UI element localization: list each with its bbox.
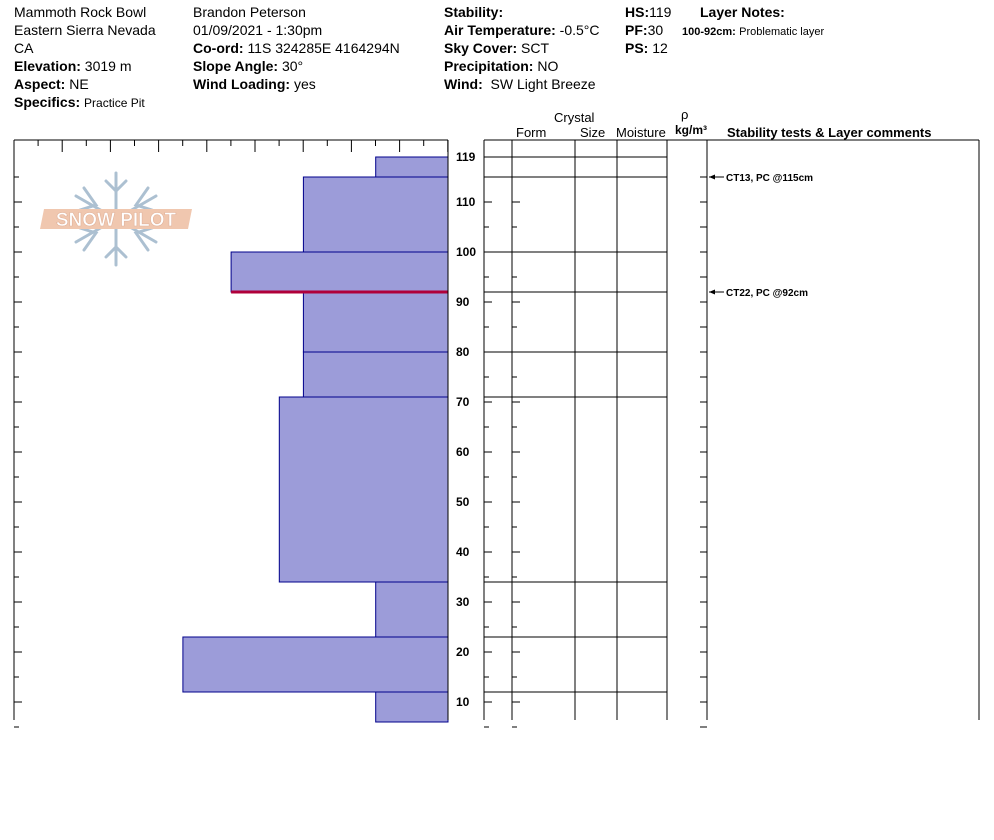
air-temp-value: -0.5°C	[559, 22, 600, 38]
wind-label: Wind:	[444, 76, 483, 92]
wind-value: SW Light Breeze	[490, 76, 596, 92]
observation-datetime: 01/09/2021 - 1:30pm	[193, 22, 323, 38]
density-symbol-header: ρ	[681, 107, 689, 122]
aspect-value: NE	[69, 76, 89, 92]
location-range: Eastern Sierra Nevada	[14, 22, 156, 38]
hs-value: 119	[649, 4, 672, 20]
sky-value: SCT	[521, 40, 550, 56]
height-tick-label-119: 119	[456, 150, 476, 164]
moisture-header: Moisture	[616, 125, 666, 140]
pf-value: 30	[647, 22, 664, 38]
stability-test-arrowhead-1	[709, 290, 715, 295]
specifics-value: Practice Pit	[84, 96, 145, 110]
layer-note-range: 100-92cm:	[682, 26, 736, 38]
hardness-bar-0	[376, 157, 448, 177]
air-temp-label: Air Temperature:	[444, 22, 556, 38]
height-tick-label-90: 90	[456, 295, 470, 309]
height-tick-label-100: 100	[456, 245, 477, 259]
elevation-label: Elevation:	[14, 58, 81, 74]
wind-loading-value: yes	[293, 76, 316, 92]
height-tick-label-40: 40	[456, 545, 470, 559]
hardness-bar-8	[376, 692, 448, 722]
layer-notes-title: Layer Notes:	[700, 4, 785, 20]
location-state: CA	[14, 40, 34, 56]
precip-value: NO	[537, 58, 559, 74]
height-tick-label-30: 30	[456, 595, 470, 609]
hardness-bar-1	[303, 177, 448, 252]
coord-value: 11S 324285E 4164294N	[247, 40, 400, 56]
height-tick-label-20: 20	[456, 645, 470, 659]
height-tick-label-60: 60	[456, 445, 470, 459]
elevation-value: 3019 m	[84, 58, 132, 74]
height-tick-label-50: 50	[456, 495, 470, 509]
layer-note-text: Problematic layer	[739, 26, 825, 38]
ps-label: PS:	[625, 40, 649, 56]
hardness-bar-4	[303, 352, 448, 397]
comments-header: Stability tests & Layer comments	[727, 125, 932, 140]
height-tick-label-10: 10	[456, 695, 470, 709]
height-tick-label-70: 70	[456, 395, 470, 409]
stability-label: Stability:	[444, 4, 504, 20]
height-tick-label-110: 110	[456, 195, 476, 209]
height-tick-label-80: 80	[456, 345, 470, 359]
logo-text: SNOW PILOT	[55, 210, 177, 231]
hardness-bar-5	[279, 397, 448, 582]
stability-test-label-0: CT13, PC @115cm	[726, 173, 814, 184]
hardness-bar-6	[376, 582, 448, 637]
density-unit-header: kg/m³	[675, 123, 708, 137]
observer-name: Brandon Peterson	[193, 4, 306, 20]
sky-label: Sky Cover:	[444, 40, 518, 56]
specifics-label: Specifics:	[14, 94, 81, 110]
ps-value: 12	[652, 40, 668, 56]
hs-label: HS:	[625, 4, 650, 20]
wind-loading-label: Wind Loading:	[193, 76, 291, 92]
precip-label: Precipitation:	[444, 58, 534, 74]
crystal-header: Crystal	[554, 110, 595, 125]
form-header: Form	[516, 125, 547, 140]
pf-label: PF:	[625, 22, 648, 38]
stability-test-arrowhead-0	[709, 175, 715, 180]
location-name: Mammoth Rock Bowl	[14, 4, 147, 20]
stability-test-label-1: CT22, PC @92cm	[726, 288, 809, 299]
hardness-bar-2	[231, 252, 448, 292]
slope-label: Slope Angle:	[193, 58, 279, 74]
aspect-label: Aspect:	[14, 76, 66, 92]
size-header: Size	[580, 125, 606, 140]
slope-value: 30°	[281, 58, 304, 74]
hardness-bar-7	[183, 637, 448, 692]
hardness-bar-3	[303, 292, 448, 352]
coord-label: Co-ord:	[193, 40, 244, 56]
snowpilot-logo	[40, 173, 192, 265]
